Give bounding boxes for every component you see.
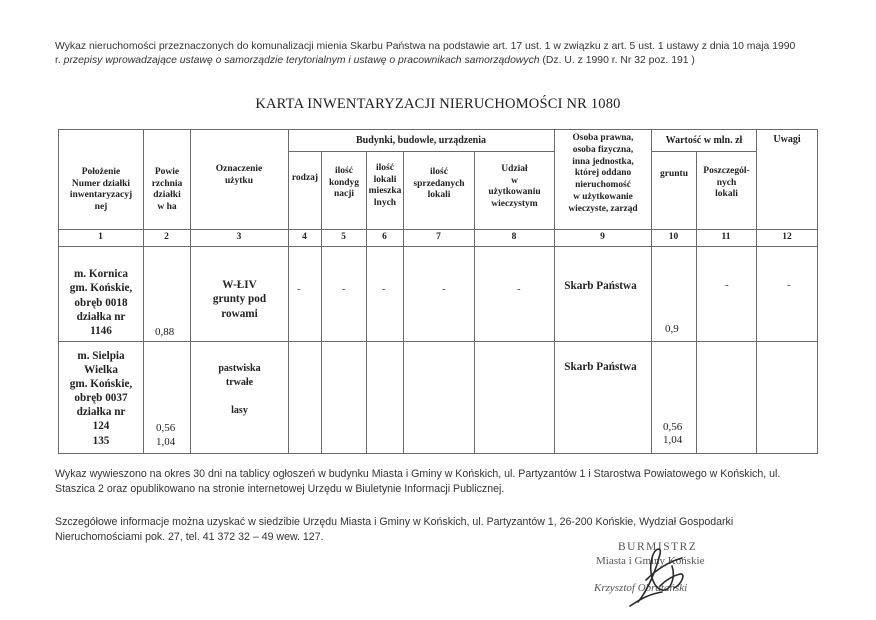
row2-powierzchnia-124: 0,56 xyxy=(156,422,176,434)
footer-notice: Wykaz wywieszono na okres 30 dni na tablicy ogłoszeń w budynku Miasta i Gminy w Końskich, ul. Partyzantów 1 i Starostwa Powiatowego w Końskich, ul. Staszica 2 oraz opublikowano na stronie internetowej Urzędu w Biuletynie Informacji Publicznej. xyxy=(55,468,781,495)
header-wartosc-gruntu: gruntu xyxy=(660,169,688,179)
row1-wartosc-gruntu: 0,9 xyxy=(665,323,679,335)
header-wartosc-lokali: Poszczegól- nych lokali xyxy=(703,166,750,200)
header-powierzchnia: Powie rzchnia działki w ha xyxy=(151,167,183,212)
header-oznaczenie: Oznaczenie użytku xyxy=(215,164,263,186)
intro-text-part2: (Dz. U. z 1990 r. Nr 32 poz. 191 ) xyxy=(539,55,695,67)
row1-lokale-sprzedane: - xyxy=(442,283,446,295)
row1-osoba: Skarb Państwa xyxy=(564,280,637,292)
header-kondygnacje: ilość kondyg nacji xyxy=(328,166,360,200)
intro-text-italic: przepisy wprowadzające ustawę o samorządzie terytorialnym i ustawę o pracownikach samorządowych xyxy=(63,55,540,67)
row2-wartosc-gruntu-135: 1,04 xyxy=(663,434,683,446)
intro-paragraph xyxy=(55,40,800,68)
row1-kondygnacje: - xyxy=(342,283,346,295)
column-number: 2 xyxy=(164,232,169,242)
row1-lokale-mieszkalne: - xyxy=(382,283,386,295)
header-budynki-group: Budynki, budowle, urządzenia xyxy=(355,135,487,146)
intro-text-part1: Wykaz nieruchomości przeznaczonych do komunalizacji mienia Skarbu Państwa na podstawie art. 17 ust. 1 w związku z art. 5 ust. 1 ustawy z dnia 10 maja 1990 r. xyxy=(55,41,796,67)
stamp-office: Miasta i Gminy Końskie xyxy=(596,555,705,567)
footer-info: Szczegółowe informacje można uzyskać w siedzibie Urzędu Miasta i Gminy w Końskich, ul. Partyzantów 1, 26-200 Końskie, Wydział Gospodarki Nieruchomościami pok. 27, tel. 41 372 32 – 49 wew. 127. xyxy=(55,516,734,543)
header-udzial: Udział w użytkowaniu wieczystym xyxy=(488,164,541,209)
row1-powierzchnia: 0,88 xyxy=(155,326,175,338)
row2-powierzchnia-135: 1,04 xyxy=(156,436,176,448)
column-number: 6 xyxy=(382,232,387,242)
handwritten-signature xyxy=(590,540,750,610)
header-wartosc-group: Wartość w mln. zł xyxy=(665,135,743,146)
column-number: 4 xyxy=(302,232,307,242)
row1-uzytek: W-ŁIV grunty pod rowami xyxy=(212,279,267,320)
header-uwagi: Uwagi xyxy=(773,134,801,145)
row1-polozenie: m. Kornica gm. Końskie, obręb 0018 działka nr 1146 xyxy=(69,268,133,338)
row2-polozenie: m. Sielpia Wielka gm. Końskie, obręb 0037 działka nr 124 135 xyxy=(69,350,133,447)
header-lokale-mieszkalne: ilość lokali mieszka lnych xyxy=(368,163,402,208)
header-rodzaj: rodzaj xyxy=(291,173,319,183)
document-title: KARTA INWENTARYZACJI NIERUCHOMOŚCI NR 1080 xyxy=(255,96,621,112)
column-number: 12 xyxy=(782,232,792,242)
row1-uwagi: - xyxy=(787,279,791,291)
column-number: 1 xyxy=(98,232,103,242)
column-number: 8 xyxy=(511,232,517,242)
row1-wartosc-lokali: - xyxy=(725,279,729,291)
header-polozenie: Położenie Numer działki inwentaryzacyj nej xyxy=(69,167,133,212)
column-number: 9 xyxy=(600,232,605,242)
header-lokale-sprzedane: ilość sprzedanych lokali xyxy=(413,167,465,201)
column-number: 10 xyxy=(668,232,679,242)
column-number: 5 xyxy=(341,232,346,242)
row1-udzial: - xyxy=(517,283,521,295)
column-number: 11 xyxy=(721,232,731,242)
row1-rodzaj: - xyxy=(297,283,301,295)
column-number: 3 xyxy=(236,232,242,242)
row2-uzytek: pastwiska trwałe lasy xyxy=(218,363,261,416)
stamp-name: Krzysztof Obratański xyxy=(594,582,688,594)
column-number: 7 xyxy=(436,232,441,242)
row2-osoba: Skarb Państwa xyxy=(564,361,637,373)
row2-wartosc-gruntu-124: 0,56 xyxy=(663,421,683,433)
stamp-title: BURMISTRZ xyxy=(618,541,698,553)
header-osoba: Osoba prawna, osoba fizyczna, inna jednostka, której oddano nieruchomość w użytkowanie wieczyste, zarząd xyxy=(568,133,638,214)
inventory-table xyxy=(58,129,818,454)
